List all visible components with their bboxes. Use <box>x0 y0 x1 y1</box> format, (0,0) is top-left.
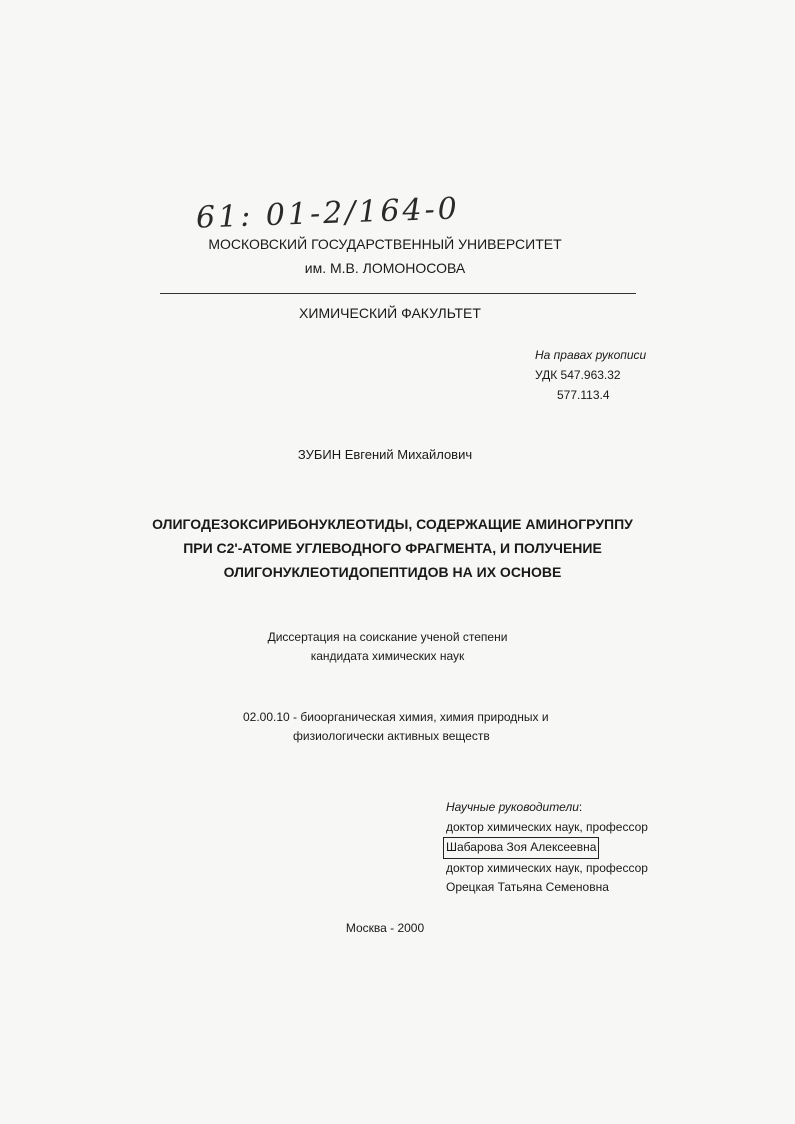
university-subname: им. М.В. ЛОМОНОСОВА <box>304 260 466 276</box>
advisors-heading-colon: : <box>578 800 583 814</box>
degree-line-1: Диссертация на соискание ученой степени <box>267 630 508 644</box>
advisors-heading: Научные руководители <box>446 800 579 814</box>
specialty <box>243 708 549 746</box>
faculty-name: ХИМИЧЕСКИЙ ФАКУЛЬТЕТ <box>299 305 481 321</box>
header-divider <box>160 293 636 294</box>
specialty-line-1: 02.00.10 - биоорганическая химия, химия природных и <box>243 710 549 724</box>
udk-code: УДК 547.963.32 <box>535 368 621 382</box>
advisor-1-name: Шабарова Зоя Алексеевна <box>443 837 599 859</box>
dissertation-title <box>0 512 785 584</box>
advisor-1-title: доктор химических наук, профессор <box>446 819 648 834</box>
specialty-line-2: физиологически активных веществ <box>293 729 490 743</box>
handwritten-catalog-code: 61: 01-2/164-0 <box>195 191 461 236</box>
university-name: МОСКОВСКИЙ ГОСУДАРСТВЕННЫЙ УНИВЕРСИТЕТ <box>208 236 562 252</box>
advisors-heading-row <box>446 798 648 818</box>
scientific-advisors <box>446 798 648 898</box>
city-year: Москва - 2000 <box>345 921 425 935</box>
udk-code-secondary: 577.113.4 <box>557 388 610 402</box>
title-line-1: ОЛИГОДЕЗОКСИРИБОНУКЛЕОТИДЫ, СОДЕРЖАЩИЕ АМИНОГРУППУ <box>152 516 633 532</box>
manuscript-rights: На правах рукописи <box>535 348 647 362</box>
advisor-2-title: доктор химических наук, профессор <box>446 860 648 875</box>
author-name: ЗУБИН Евгений Михайлович <box>297 447 473 462</box>
degree-line-2: кандидата химических наук <box>310 649 465 663</box>
degree-statement <box>0 628 775 666</box>
title-line-3: ОЛИГОНУКЛЕОТИДОПЕПТИДОВ НА ИХ ОСНОВЕ <box>223 564 562 580</box>
title-line-2: ПРИ C2'-АТОМЕ УГЛЕВОДНОГО ФРАГМЕНТА, И ПОЛУЧЕНИЕ <box>183 540 602 556</box>
advisor-2-name: Орецкая Татьяна Семеновна <box>446 880 609 894</box>
